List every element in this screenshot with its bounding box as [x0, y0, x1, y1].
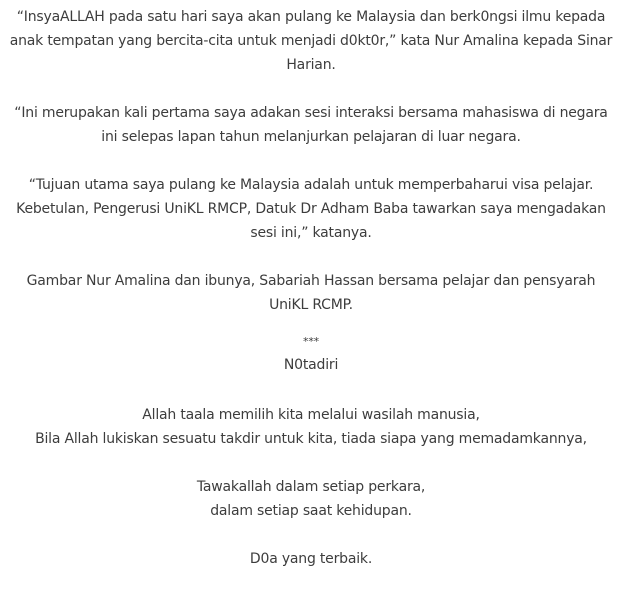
- photo-caption: [8, 269, 614, 317]
- text-line: Gambar Nur Amalina dan ibunya, Sabariah Hassan bersama pelajar dan pensyarah: [26, 273, 596, 289]
- text-line: dalam setiap saat kehidupan.: [210, 503, 412, 519]
- reflection-paragraph-2: [8, 475, 614, 523]
- reflection-paragraph-1: [8, 403, 614, 451]
- text-line: “Tujuan utama saya pulang ke Malaysia adalah untuk memperbaharui visa pelajar.: [28, 177, 594, 193]
- notadiri-heading: N0tadiri: [283, 357, 339, 373]
- text-line: Tawakallah dalam setiap perkara,: [196, 479, 426, 495]
- quote-paragraph-3: [8, 173, 614, 245]
- text-line: Allah taala memilih kita melalui wasilah manusia,: [142, 407, 480, 423]
- text-line: Bila Allah lukiskan sesuatu takdir untuk kita, tiada siapa yang memadamkannya,: [35, 431, 587, 447]
- text-line: “Ini merupakan kali pertama saya adakan sesi interaksi bersama mahasiswa di negara: [14, 105, 608, 121]
- closing-line: D0a yang terbaik.: [249, 551, 373, 567]
- text-line: sesi ini,” katanya.: [250, 225, 372, 241]
- text-line: Harian.: [286, 57, 336, 73]
- text-line: UniKL RCMP.: [269, 297, 353, 313]
- quote-paragraph-1: [8, 5, 614, 77]
- quote-paragraph-2: [8, 101, 614, 149]
- text-line: ini selepas lapan tahun melanjurkan pelajaran di luar negara.: [101, 129, 521, 145]
- text-line: Kebetulan, Pengerusi UniKL RMCP, Datuk Dr Adham Baba tawarkan saya mengadakan: [16, 201, 606, 217]
- text-line: “InsyaALLAH pada satu hari saya akan pulang ke Malaysia dan berk0ngsi ilmu kepada: [16, 9, 606, 25]
- text-line: anak tempatan yang bercita-cita untuk menjadi d0kt0r,” kata Nur Amalina kepada Sinar: [9, 33, 613, 49]
- section-separator: ***: [303, 335, 319, 348]
